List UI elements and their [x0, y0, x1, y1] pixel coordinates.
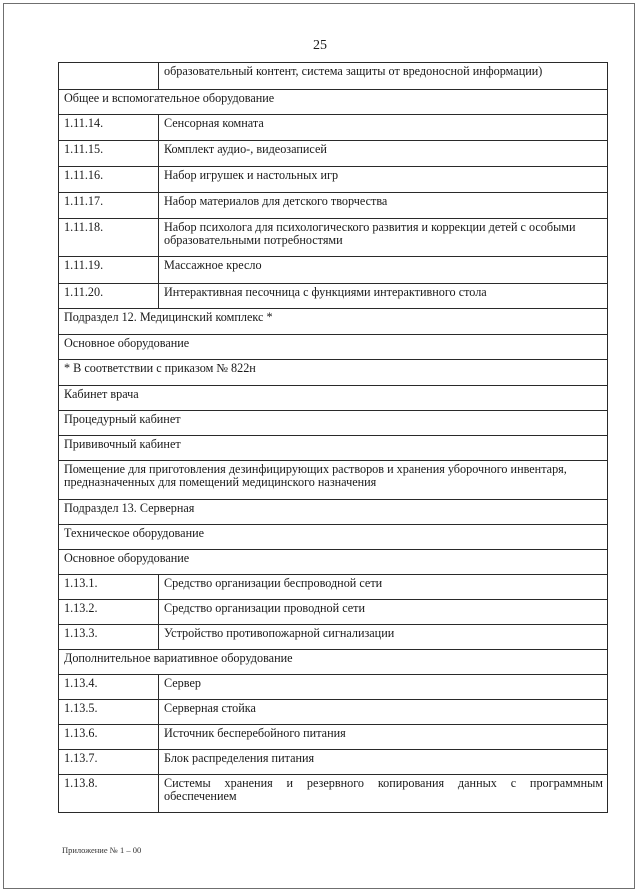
section-header-row [59, 436, 608, 461]
section-header-row [59, 386, 608, 411]
table-row [59, 115, 608, 141]
item-description: Устройство противопожарной сигнализации [159, 625, 608, 650]
item-description: образовательный контент, система защиты от вредоносной информации) [159, 63, 608, 90]
section-title: * В соответствии с приказом № 822н [59, 360, 608, 386]
table-row [59, 700, 608, 725]
item-description: Сервер [159, 675, 608, 700]
item-code: 1.13.1. [59, 575, 159, 600]
item-description: Источник бесперебойного питания [159, 725, 608, 750]
section-header-row [59, 500, 608, 525]
section-header-row [59, 461, 608, 500]
section-header-row [59, 309, 608, 335]
section-title: Подраздел 12. Медицинский комплекс * [59, 309, 608, 335]
section-header-row [59, 360, 608, 386]
item-code: 1.13.3. [59, 625, 159, 650]
section-title: Техническое оборудование [59, 525, 608, 550]
table-row [59, 725, 608, 750]
section-title: Дополнительное вариативное оборудование [59, 650, 608, 675]
section-title: Помещение для приготовления дезинфицирующих растворов и хранения уборочного инвентаря, предназначенных для помещений медицинского назначения [59, 461, 608, 500]
table-row [59, 750, 608, 775]
item-code: 1.11.19. [59, 257, 159, 284]
item-description: Комплект аудио-, видеозаписей [159, 141, 608, 167]
section-title: Процедурный кабинет [59, 411, 608, 436]
section-title: Подраздел 13. Серверная [59, 500, 608, 525]
table-row [59, 625, 608, 650]
item-description: Серверная стойка [159, 700, 608, 725]
equipment-table [58, 62, 608, 813]
item-code: 1.11.18. [59, 219, 159, 257]
table-row [59, 675, 608, 700]
table-row [59, 775, 608, 813]
item-code: 1.11.14. [59, 115, 159, 141]
table-row [59, 575, 608, 600]
table-row [59, 284, 608, 309]
table-row [59, 167, 608, 193]
item-code [59, 63, 159, 90]
section-header-row [59, 650, 608, 675]
item-description: Интерактивная песочница с функциями интерактивного стола [159, 284, 608, 309]
item-description: Системы хранения и резервного копирования данных с программным обеспечением [159, 775, 608, 813]
page-footer: Приложение № 1 – 00 [62, 845, 142, 855]
page-number: 25 [313, 38, 327, 53]
section-header-row [59, 525, 608, 550]
item-code: 1.13.6. [59, 725, 159, 750]
section-title: Общее и вспомогательное оборудование [59, 90, 608, 115]
item-code: 1.11.16. [59, 167, 159, 193]
item-code: 1.13.5. [59, 700, 159, 725]
table-body [59, 63, 608, 813]
item-description: Массажное кресло [159, 257, 608, 284]
item-code: 1.11.20. [59, 284, 159, 309]
table-row [59, 63, 608, 90]
item-code: 1.11.15. [59, 141, 159, 167]
item-code: 1.13.7. [59, 750, 159, 775]
item-description: Блок распределения питания [159, 750, 608, 775]
table-row [59, 600, 608, 625]
section-header-row [59, 550, 608, 575]
section-title: Основное оборудование [59, 335, 608, 360]
section-header-row [59, 90, 608, 115]
section-title: Основное оборудование [59, 550, 608, 575]
item-code: 1.13.4. [59, 675, 159, 700]
table-row [59, 141, 608, 167]
item-description: Сенсорная комната [159, 115, 608, 141]
table-row [59, 219, 608, 257]
section-header-row [59, 335, 608, 360]
item-description: Набор материалов для детского творчества [159, 193, 608, 219]
item-code: 1.13.8. [59, 775, 159, 813]
section-header-row [59, 411, 608, 436]
item-description: Средство организации проводной сети [159, 600, 608, 625]
item-code: 1.11.17. [59, 193, 159, 219]
item-code: 1.13.2. [59, 600, 159, 625]
table-row [59, 193, 608, 219]
section-title: Кабинет врача [59, 386, 608, 411]
item-description: Набор игрушек и настольных игр [159, 167, 608, 193]
section-title: Прививочный кабинет [59, 436, 608, 461]
item-description: Набор психолога для психологического развития и коррекции детей с особыми образовательными потребностями [159, 219, 608, 257]
table-row [59, 257, 608, 284]
item-description: Средство организации беспроводной сети [159, 575, 608, 600]
